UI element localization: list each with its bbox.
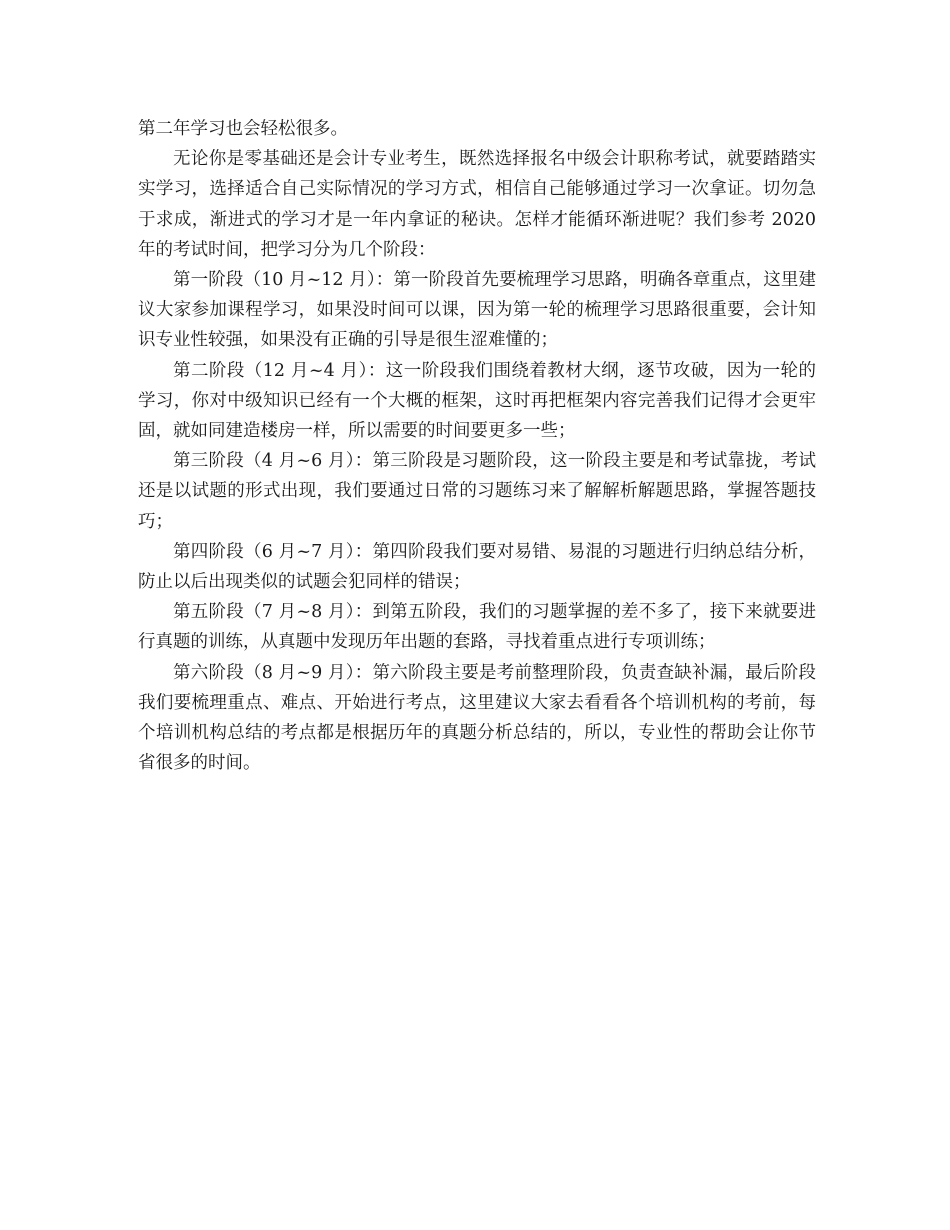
- paragraph-stage-3: 第三阶段（4 月~6 月）：第三阶段是习题阶段，这一阶段主要是和考试靠拢，考试还是以试题的形式出现，我们要通过日常的习题练习来了解解析解题思路，掌握答题技巧；: [138, 451, 816, 532]
- paragraph-stage-4: 第四阶段（6 月~7 月）：第四阶段我们要对易错、易混的习题进行归纳总结分析，防止以后出现类似的试题会犯同样的错误；: [138, 541, 816, 593]
- paragraph-stage-2: 第二阶段（12 月~4 月）：这一阶段我们围绕着教材大纲，逐节攻破，因为一轮的学习，你对中级知识已经有一个大概的框架，这时再把框架内容完善我们记得才会更牢固，就如同建造楼房一样，所以需要的时间要更多一些；: [138, 360, 816, 442]
- paragraph-stage-5: 第五阶段（7 月~8 月）：到第五阶段，我们的习题掌握的差不多了，接下来就要进行真题的训练，从真题中发现历年出题的套路，寻找着重点进行专项训练；: [138, 602, 816, 653]
- paragraph-continuation: 第二年学习也会轻松很多。: [138, 119, 348, 139]
- paragraph-stage-1: 第一阶段（10 月~12 月）：第一阶段首先要梳理学习思路，明确各章重点，这里建议大家参加课程学习，如果没时间可以课，因为第一轮的梳理学习思路很重要，会计知识专业性较强，如果没有正确的引导是很生涩难懂的；: [138, 270, 816, 351]
- paragraph-stage-6: 第六阶段（8 月~9 月）：第六阶段主要是考前整理阶段，负责查缺补漏，最后阶段我们要梳理重点、难点、开始进行考点，这里建议大家去看看各个培训机构的考前，每个培训机构总结的考点都是根据历年的真题分析总结的，所以，专业性的帮助会让你节省很多的时间。: [138, 662, 816, 774]
- document-body: [138, 114, 816, 778]
- paragraph-intro: 无论你是零基础还是会计专业考生，既然选择报名中级会计职称考试，就要踏踏实实学习，选择适合自己实际情况的学习方式，相信自己能够通过学习一次拿证。切勿急于求成，渐进式的学习才是一年内拿证的秘诀。怎样才能循环渐进呢？我们参考 2020 年的考试时间，把学习分为几个阶段：: [138, 149, 816, 260]
